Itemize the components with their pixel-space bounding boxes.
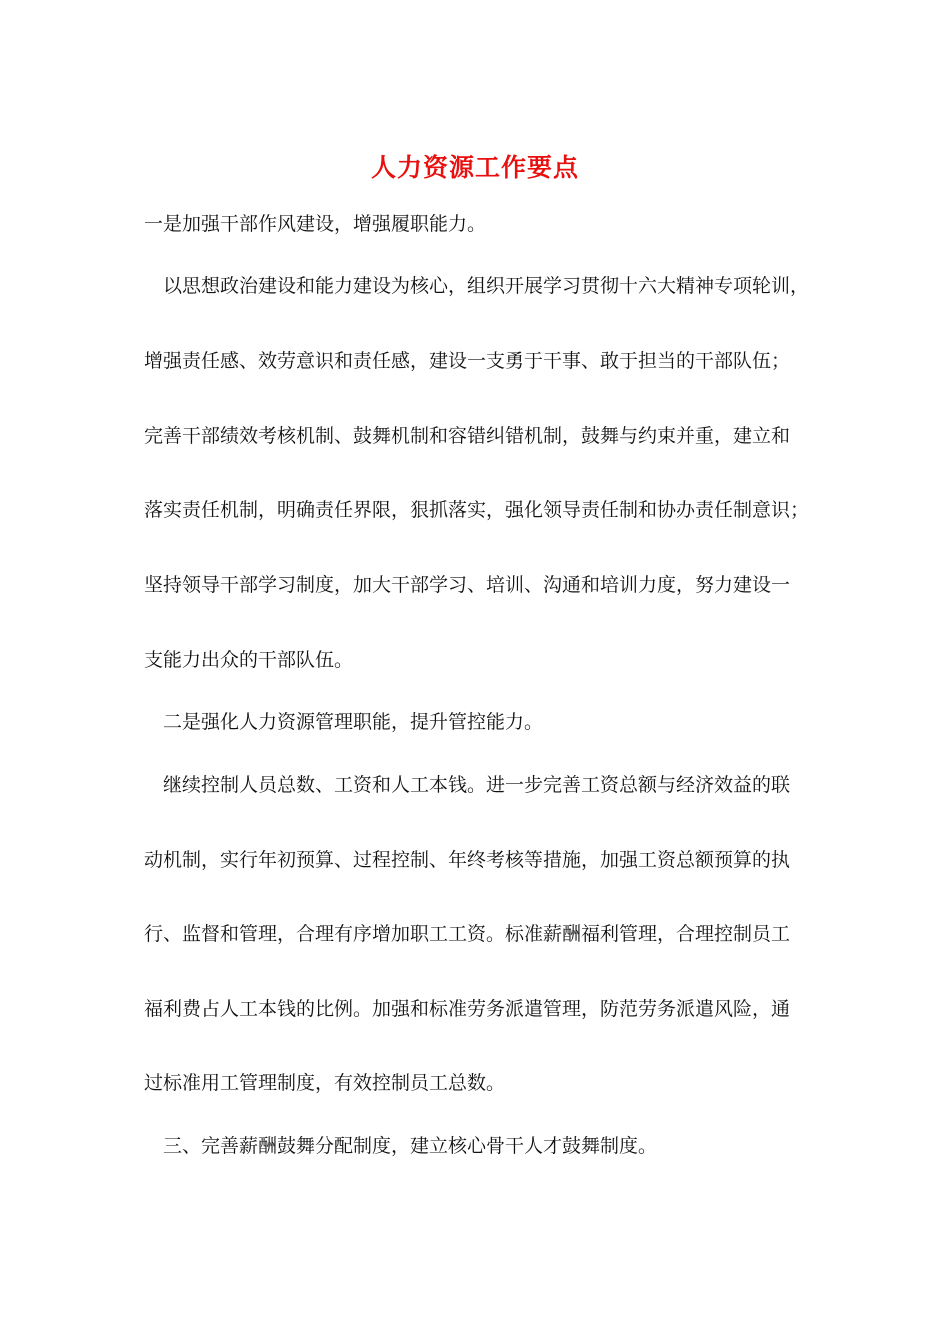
paragraph-line: 行、监督和管理，合理有序增加职工工资。标准薪酬福利管理，合理控制员工 [144, 923, 791, 945]
paragraph-line: 支能力出众的干部队伍。 [144, 649, 354, 671]
section-heading-2: 二是强化人力资源管理职能，提升管控能力。 [163, 711, 544, 733]
paragraph-line: 以思想政治建设和能力建设为核心，组织开展学习贯彻十六大精神专项轮训， [163, 275, 810, 297]
section-heading-3: 三、完善薪酬鼓舞分配制度，建立核心骨干人才鼓舞制度。 [163, 1135, 658, 1157]
paragraph-line: 坚持领导干部学习制度，加大干部学习、培训、沟通和培训力度，努力建设一 [144, 574, 791, 596]
paragraph-line: 继续控制人员总数、工资和人工本钱。进一步完善工资总额与经济效益的联 [163, 774, 791, 796]
section-heading-1: 一是加强干部作风建设，增强履职能力。 [144, 213, 487, 235]
document-title: 人力资源工作要点 [370, 153, 579, 182]
paragraph-line: 完善干部绩效考核机制、鼓舞机制和容错纠错机制，鼓舞与约束并重，建立和 [144, 425, 791, 447]
paragraph-line: 增强责任感、效劳意识和责任感，建设一支勇于干事、敢于担当的干部队伍； [144, 350, 791, 372]
paragraph-line: 动机制，实行年初预算、过程控制、年终考核等措施，加强工资总额预算的执 [144, 849, 791, 871]
paragraph-line: 福利费占人工本钱的比例。加强和标准劳务派遣管理，防范劳务派遣风险，通 [144, 998, 791, 1020]
paragraph-line: 过标准用工管理制度，有效控制员工总数。 [144, 1072, 506, 1094]
paragraph-line: 落实责任机制，明确责任界限，狠抓落实，强化领导责任制和协办责任制意识； [144, 499, 810, 521]
